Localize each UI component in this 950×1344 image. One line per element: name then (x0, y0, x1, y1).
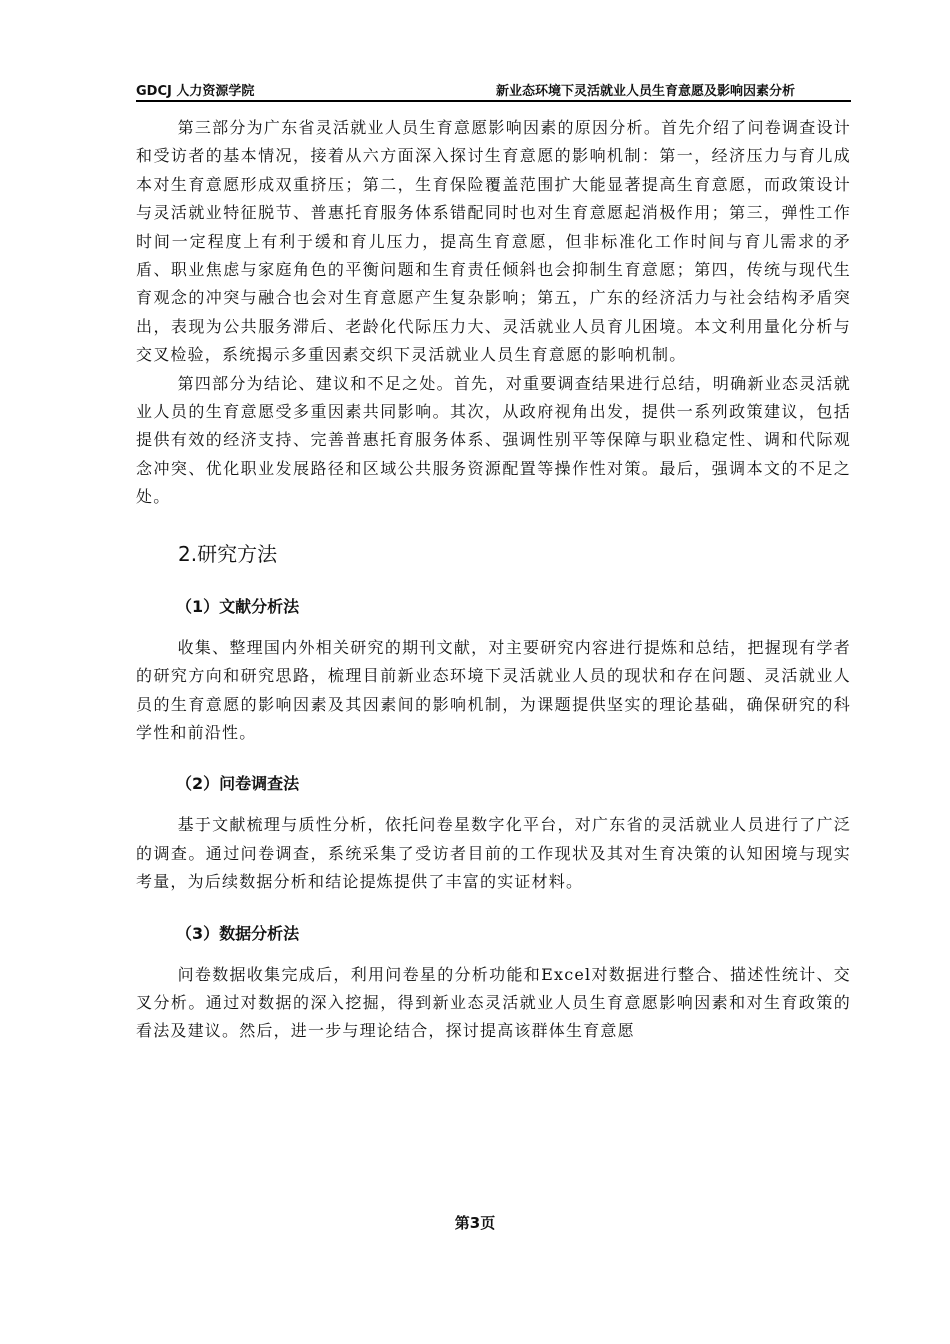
paragraph-part3: 第三部分为广东省灵活就业人员生育意愿影响因素的原因分析。首先介绍了问卷调查设计和受访者的基本情况，接着从六方面深入探讨生育意愿的影响机制：第一，经济压力与育儿成本对生育意愿形成双重挤压；第二，生育保险覆盖范围扩大能显著提高生育意愿，而政策设计与灵活就业特征脱节、普惠托育服务体系错配同时也对生育意愿起消极作用；第三，弹性工作时间一定程度上有利于缓和育儿压力，提高生育意愿，但非标准化工作时间与育儿需求的矛盾、职业焦虑与家庭角色的平衡问题和生育责任倾斜也会抑制生育意愿；第四，传统与现代生育观念的冲突与融合也会对生育意愿产生复杂影响；第五，广东的经济活力与社会结构矛盾突出，表现为公共服务滞后、老龄化代际压力大、灵活就业人员育儿困境。本文利用量化分析与交叉检验，系统揭示多重因素交织下灵活就业人员生育意愿的影响机制。 (136, 118, 851, 365)
page-header (136, 78, 851, 102)
subsection-title-survey: （2）问卷调查法 (176, 774, 300, 794)
section-title-research-methods: 2.研究方法 (178, 541, 278, 566)
paragraph-survey: 基于文献梳理与质性分析，依托问卷星数字化平台，对广东省的灵活就业人员进行了广泛的调查。通过问卷调查，系统采集了受访者目前的工作现状及其对生育决策的认知困境与现实考量，为后续数据分析和结论提炼提供了丰富的实证材料。 (136, 815, 851, 892)
subsection-title-data-analysis: （3）数据分析法 (176, 923, 300, 943)
subsection-title-literature: （1）文献分析法 (176, 596, 300, 616)
paragraph-part4: 第四部分为结论、建议和不足之处。首先，对重要调查结果进行总结，明确新业态灵活就业人员的生育意愿受多重因素共同影响。其次，从政府视角出发，提供一系列政策建议，包括提供有效的经济支持、完善普惠托育服务体系、强调性别平等保障与职业稳定性、调和代际观念冲突、优化职业发展路径和区域公共服务资源配置等操作性对策。最后，强调本文的不足之处。 (136, 373, 851, 507)
page-body (136, 114, 851, 1046)
header-institution: GDCJ 人力资源学院 (136, 84, 255, 99)
paragraph-data-analysis: 问卷数据收集完成后，利用问卷星的分析功能和Excel对数据进行整合、描述性统计、交叉分析。通过对数据的深入挖掘，得到新业态灵活就业人员生育意愿影响因素和对生育政策的看法及建议。然后，进一步与理论结合，探讨提高该群体生育意愿 (136, 964, 851, 1041)
header-title: 新业态环境下灵活就业人员生育意愿及影响因素分析 (495, 84, 795, 99)
page-number: 第3页 (454, 1214, 496, 1232)
paragraph-literature: 收集、整理国内外相关研究的期刊文献，对主要研究内容进行提炼和总结，把握现有学者的研究方向和研究思路，梳理目前新业态环境下灵活就业人员的现状和存在问题、灵活就业人员的生育意愿的影响因素及其因素间的影响机制，为课题提供坚实的理论基础，确保研究的科学性和前沿性。 (136, 637, 851, 742)
